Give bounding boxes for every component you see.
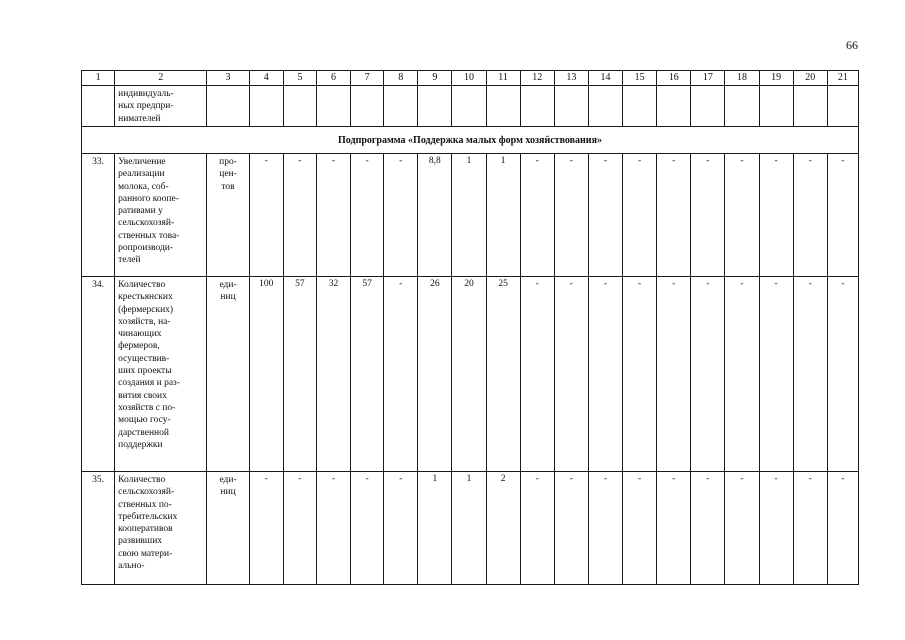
indicator-name-cell [115,154,207,277]
column-number-cell: 17 [691,71,725,86]
indicator-name-cell [115,277,207,472]
value-cell [384,86,418,127]
row-number-cell: 33. [82,154,115,277]
value-cell [207,86,249,127]
indicator-name-line: Количество [118,475,166,485]
value-cell [623,86,657,127]
column-number-cell: 20 [793,71,827,86]
value-cell: 8,8 [418,154,452,277]
unit-line: ниц [220,487,236,498]
indicator-name-line: ственных по- [118,499,172,510]
indicator-name-line: сельскохозяй- [118,487,175,498]
value-cell: - [283,154,316,277]
value-cell: - [657,277,691,472]
column-number-cell: 8 [384,71,418,86]
table-row [82,472,859,585]
indicator-name-line: молока, соб- [118,181,169,192]
value-cell: - [588,472,622,585]
column-number-cell: 5 [283,71,316,86]
value-cell: 25 [486,277,520,472]
column-number-cell: 2 [115,71,207,86]
value-cell: 100 [249,277,283,472]
value-cell: 1 [452,472,486,585]
indicators-table [81,70,859,585]
value-cell: 32 [316,277,350,472]
value-cell: - [759,154,793,277]
column-number-cell: 6 [316,71,350,86]
column-number-cell: 16 [657,71,691,86]
value-cell: 2 [486,472,520,585]
value-cell [283,86,316,127]
indicator-name-line: дарственной [118,427,169,438]
indicator-name-line: развивших [118,536,163,547]
value-cell: - [623,154,657,277]
value-cell: - [725,154,759,277]
subprogram-row [82,127,859,154]
value-cell: - [316,154,350,277]
value-cell: - [691,277,725,472]
value-cell: - [554,277,588,472]
column-number-cell: 21 [827,71,858,86]
column-number-cell: 15 [623,71,657,86]
value-cell: - [283,472,316,585]
value-cell [418,86,452,127]
value-cell: - [520,277,554,472]
table-row [82,277,859,472]
value-cell: - [793,277,827,472]
value-cell: 57 [351,277,384,472]
column-number-row [82,71,859,86]
value-cell [759,86,793,127]
column-number-cell: 4 [249,71,283,86]
indicator-name-line: вития своих [118,390,167,401]
value-cell [554,86,588,127]
value-cell: - [554,472,588,585]
column-number-cell: 1 [82,71,115,86]
value-cell [486,86,520,127]
column-number-cell: 19 [759,71,793,86]
value-cell [452,86,486,127]
value-cell: - [351,154,384,277]
indicator-name-line: чинающих [118,329,162,340]
indicator-name-line: ших проекты [118,366,172,377]
indicator-name-line: индивидуаль- [118,89,174,99]
indicator-name-line: ально- [118,561,145,572]
column-number-cell: 9 [418,71,452,86]
indicator-name-cell [115,86,207,127]
column-number-cell: 10 [452,71,486,86]
indicator-name-line: хозяйств, на- [118,316,171,327]
row-number-cell [82,86,115,127]
value-cell: 20 [452,277,486,472]
value-cell: - [827,472,858,585]
unit-cell [207,154,249,277]
value-cell: - [249,472,283,585]
value-cell: - [725,277,759,472]
column-number-cell: 3 [207,71,249,86]
unit-line: еди- [219,280,237,290]
indicator-name-line: ных предпри- [118,101,174,112]
indicator-name-line: мощью госу- [118,415,171,426]
value-cell [827,86,858,127]
value-cell: - [657,472,691,585]
indicator-name-line: кооперативов [118,524,173,535]
value-cell [351,86,384,127]
indicator-name-line: Количество [118,280,166,290]
value-cell: - [623,277,657,472]
value-cell: - [588,277,622,472]
unit-line: ниц [220,292,236,303]
value-cell: - [384,472,418,585]
indicator-name-line: реализации [118,169,165,180]
value-cell: - [520,154,554,277]
column-number-cell: 11 [486,71,520,86]
value-cell [657,86,691,127]
value-cell: - [793,154,827,277]
indicator-name-line: ственных това- [118,230,180,241]
indicator-name-line: свою матери- [118,548,173,559]
value-cell: - [759,472,793,585]
value-cell: - [623,472,657,585]
indicator-name-line: хозяйств с по- [118,402,176,413]
value-cell: - [793,472,827,585]
value-cell: - [351,472,384,585]
unit-line: про- [219,157,237,167]
value-cell: - [691,472,725,585]
unit-line: цен- [219,169,237,180]
value-cell [520,86,554,127]
value-cell: - [249,154,283,277]
value-cell: - [657,154,691,277]
indicator-name-line: осуществив- [118,353,170,364]
indicator-name-line: ранного коопе- [118,193,179,204]
value-cell: - [588,154,622,277]
column-number-cell: 13 [554,71,588,86]
value-cell: - [725,472,759,585]
indicator-name-line: (фермерских) [118,304,174,315]
unit-line: тов [221,181,235,192]
unit-line: еди- [219,475,237,485]
table-row [82,86,859,127]
indicator-name-line: сельскохозяй- [118,218,175,229]
value-cell: 1 [452,154,486,277]
value-cell [588,86,622,127]
indicator-name-line: телей [118,255,141,266]
value-cell [691,86,725,127]
indicator-name-line: требительских [118,511,178,522]
indicator-name-line: нимателей [118,113,161,124]
row-number-cell: 34. [82,277,115,472]
value-cell: - [384,154,418,277]
value-cell: - [384,277,418,472]
subprogram-title: Подпрограмма «Поддержка малых форм хозяйствования» [82,127,859,154]
indicator-name-line: поддержки [118,439,163,450]
column-number-cell: 12 [520,71,554,86]
value-cell: 1 [486,154,520,277]
unit-cell [207,277,249,472]
value-cell: - [691,154,725,277]
value-cell: - [316,472,350,585]
value-cell: 57 [283,277,316,472]
indicator-name-cell [115,472,207,585]
value-cell: - [827,277,858,472]
indicator-name-line: создания и раз- [118,378,180,389]
column-number-cell: 7 [351,71,384,86]
column-number-cell: 18 [725,71,759,86]
value-cell [725,86,759,127]
page-number: 66 [846,38,858,52]
value-cell: - [554,154,588,277]
indicator-name-line: фермеров, [118,341,160,352]
value-cell: - [827,154,858,277]
indicator-name-line: крестьянских [118,292,173,303]
row-number-cell: 35. [82,472,115,585]
indicator-name-line: ративами у [118,206,163,217]
table-row [82,154,859,277]
value-cell: - [759,277,793,472]
unit-cell [207,472,249,585]
indicator-name-line: Увеличение [118,157,166,167]
column-number-cell: 14 [588,71,622,86]
value-cell [249,86,283,127]
value-cell: 26 [418,277,452,472]
value-cell: - [520,472,554,585]
value-cell [316,86,350,127]
indicator-name-line: ропроизводи- [118,243,174,254]
value-cell [793,86,827,127]
value-cell: 1 [418,472,452,585]
